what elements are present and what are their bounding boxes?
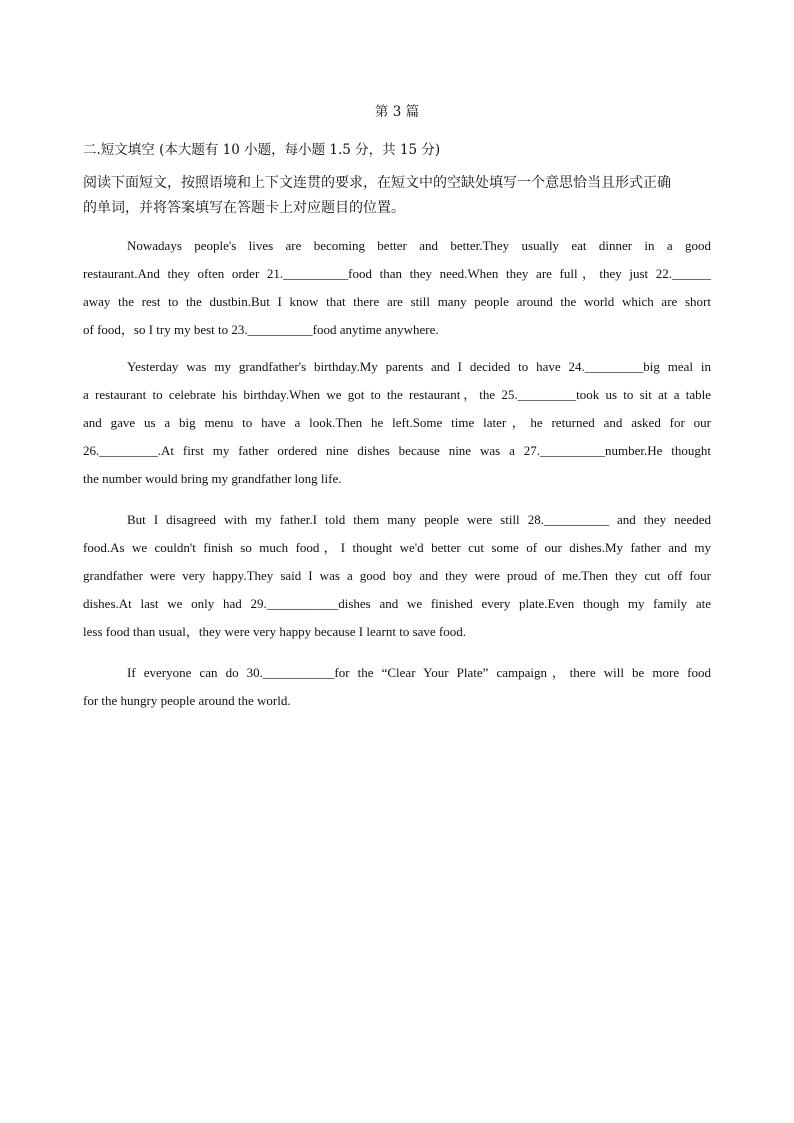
instructions-line: 阅读下面短文，按照语境和上下文连贯的要求，在短文中的空缺处填写一个意思恰当且形式正确 xyxy=(83,175,671,191)
passage-paragraph-2 xyxy=(83,353,711,493)
paragraph-line: less food than usual，they were very happy because I learnt to save food. xyxy=(83,624,467,639)
instructions-line: 的单词，并将答案填写在答题卡上对应题目的位置。 xyxy=(83,200,405,216)
paragraph-line: But I disagreed with my father.I told them many people were still 28.__________ and they needed xyxy=(127,512,711,527)
instructions xyxy=(83,171,711,221)
paragraph-line: away the rest to the dustbin.But I know that there are still many people around the world which are short xyxy=(83,294,711,309)
passage-paragraph-4 xyxy=(83,659,711,715)
paragraph-line: for the hungry people around the world. xyxy=(83,693,291,708)
paragraph-line: dishes.At last we only had 29.___________dishes and we finished every plate.Even though my family ate xyxy=(83,596,711,611)
paragraph-line: Yesterday was my grandfather's birthday.My parents and I decided to have 24._________big meal in xyxy=(127,359,711,374)
paragraph-line: the number would bring my grandfather long life. xyxy=(83,471,342,486)
section-heading: 二.短文填空 (本大题有 10 小题，每小题 1.5 分，共 15 分) xyxy=(83,142,441,158)
paragraph-line: and gave us a big menu to have a look.Then he left.Some time later，he returned and asked for our xyxy=(83,415,711,430)
page-title: 第 3 篇 xyxy=(374,104,420,120)
paragraph-line: food.As we couldn't finish so much food，I thought we'd better cut some of our dishes.My father and my xyxy=(83,540,711,555)
paragraph-line: restaurant.And they often order 21.__________food than they need.When they are full，they just 22.______ xyxy=(83,266,711,281)
paragraph-line: Nowadays people's lives are becoming better and better.They usually eat dinner in a good xyxy=(127,238,711,253)
passage-paragraph-1 xyxy=(83,232,711,344)
paragraph-line: of food，so I try my best to 23.__________food anytime anywhere. xyxy=(83,322,439,337)
passage-paragraph-3 xyxy=(83,506,711,646)
paragraph-line: If everyone can do 30.___________for the “Clear Your Plate” campaign，there will be more food xyxy=(127,665,711,680)
paragraph-line: a restaurant to celebrate his birthday.When we got to the restaurant，the 25._________took us to sit at a table xyxy=(83,387,711,402)
paragraph-line: 26._________.At first my father ordered nine dishes because nine was a 27.__________number.He thought xyxy=(83,443,711,458)
paragraph-line: grandfather were very happy.They said I was a good boy and they were proud of me.Then they cut off four xyxy=(83,568,711,583)
